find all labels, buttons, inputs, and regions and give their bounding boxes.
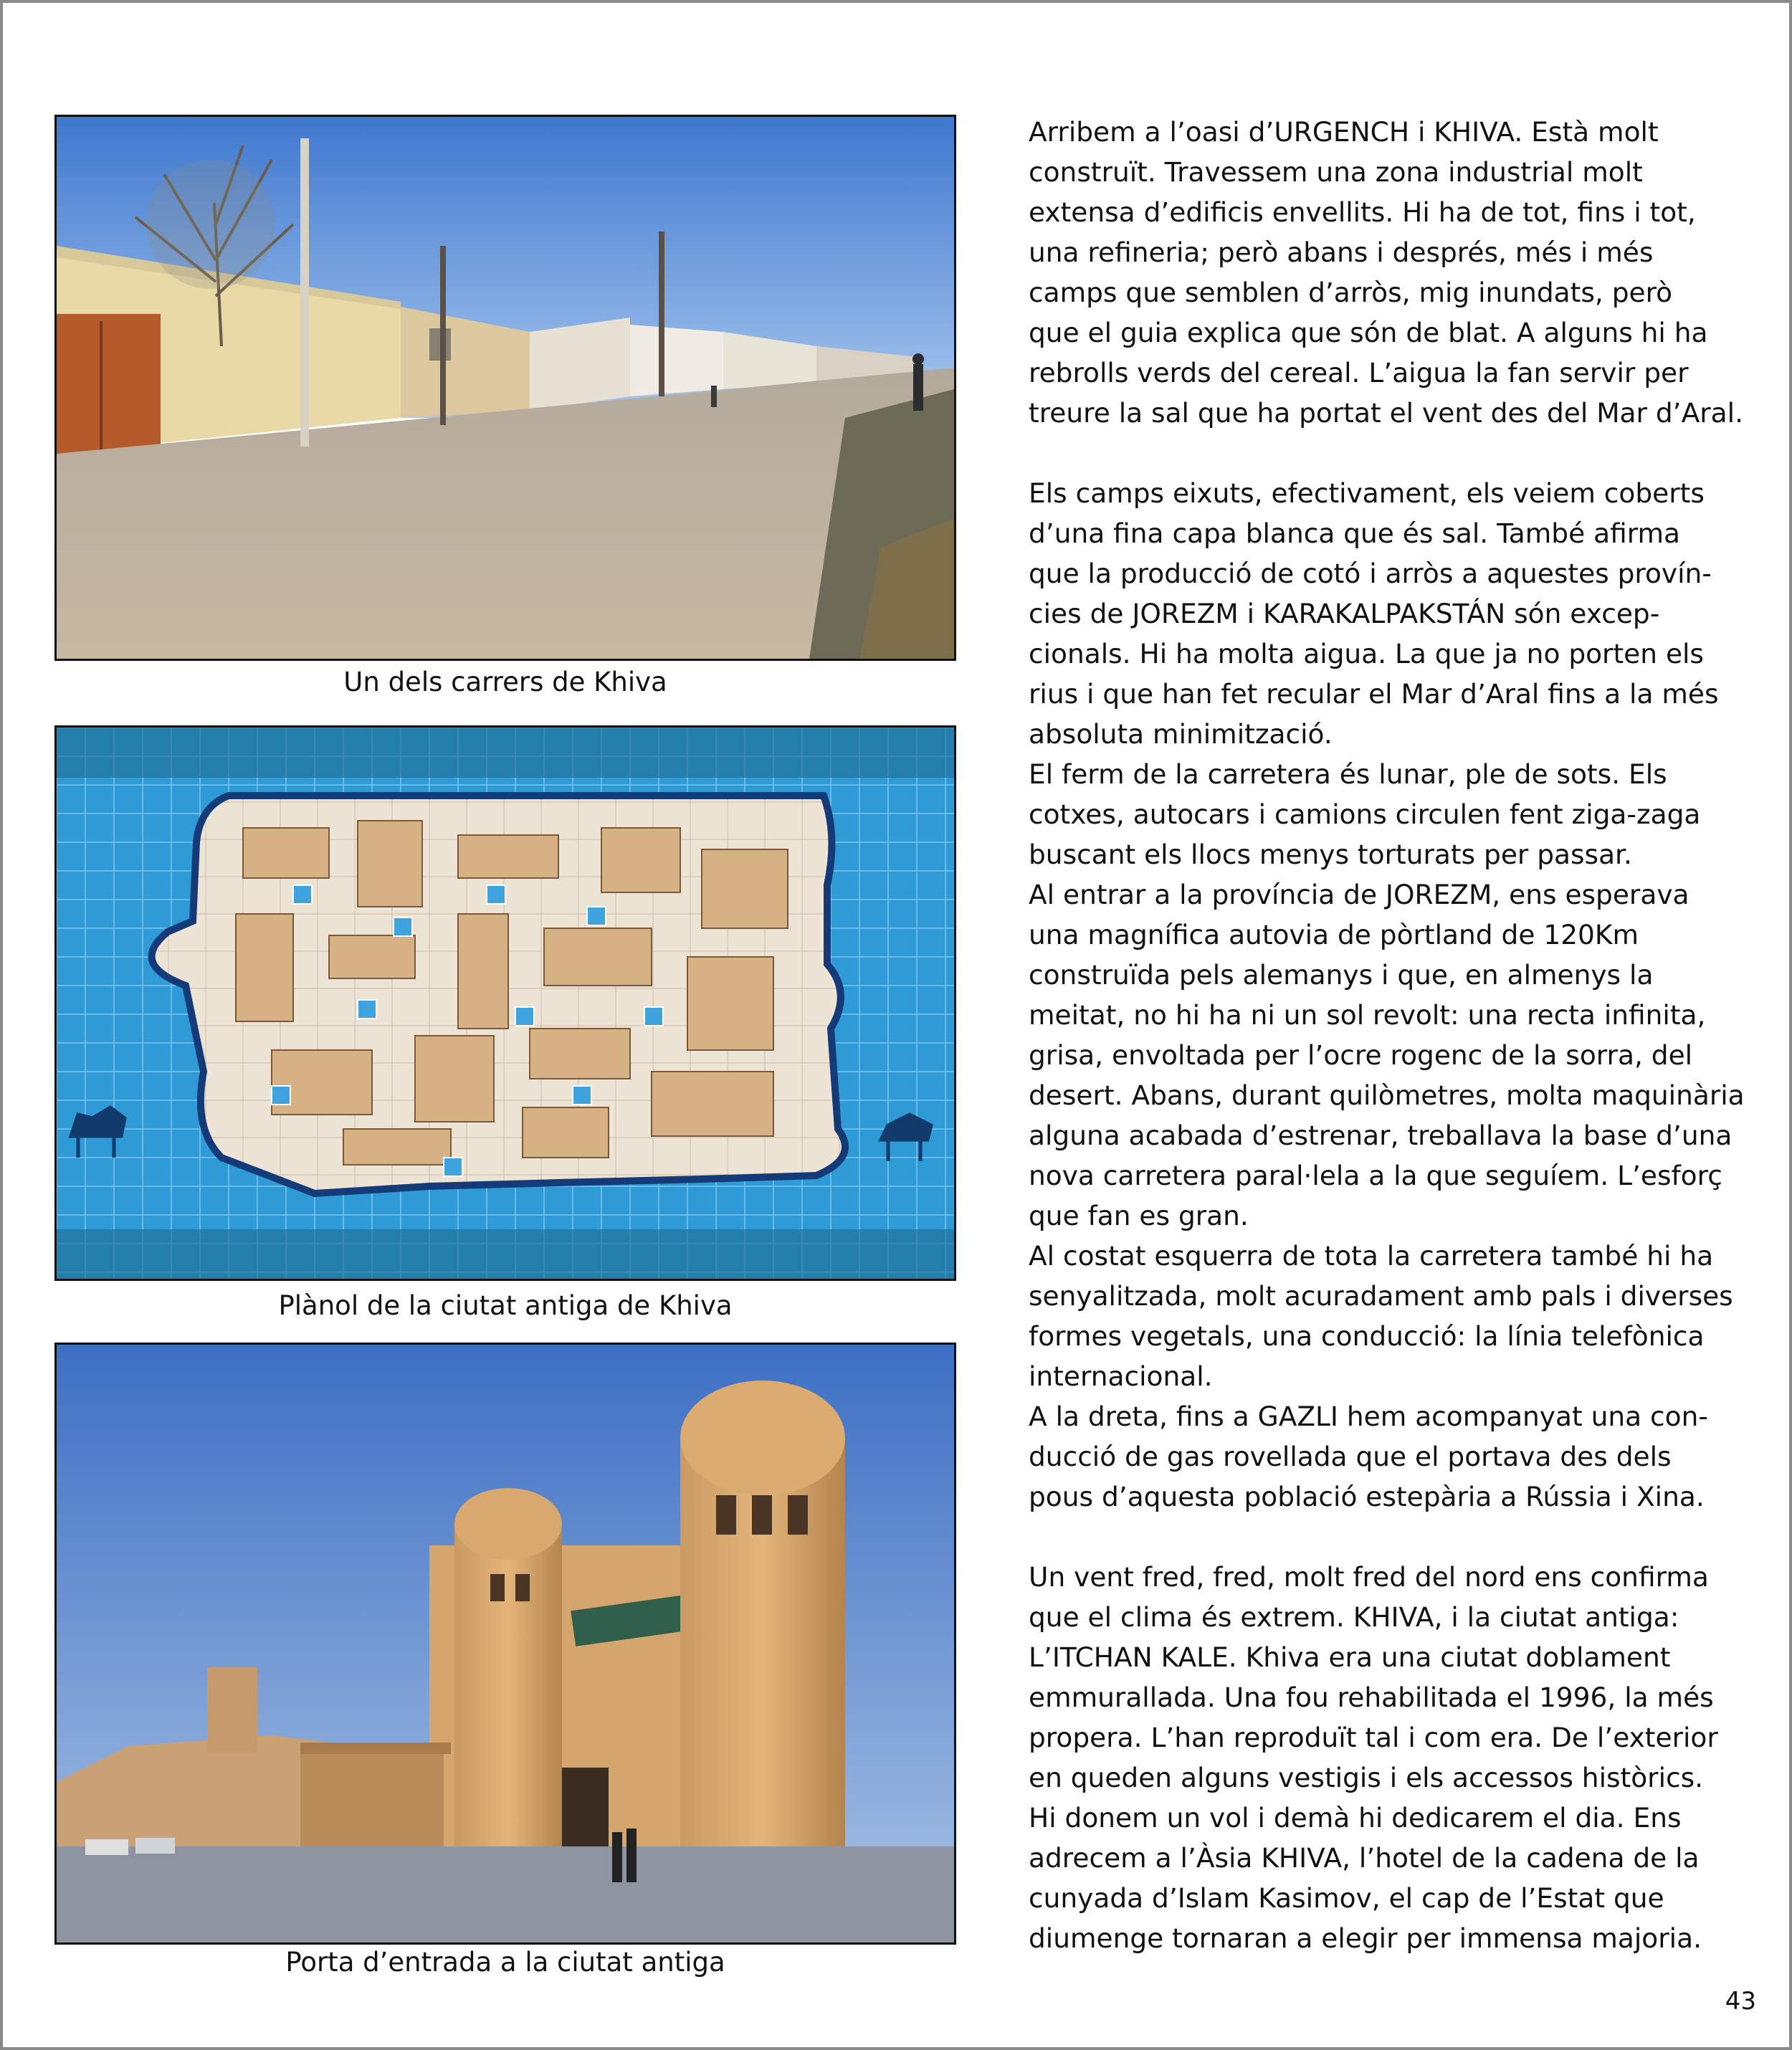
gate-photo-caption: Porta d’entrada a la ciutat antiga <box>285 1947 725 1978</box>
gate-illustration <box>57 1345 954 1942</box>
article-paragraph-6: A la dreta, fins a GAZLI hem acompanyat una con- ducció de gas rovellada que el portava des dels pous d’aquesta població estepària a Rússia i Xina. <box>1029 1401 1708 1512</box>
street-photo <box>54 115 956 661</box>
article-paragraph-5: Al costat esquerra de tota la carretera també hi ha senyalitzada, molt acuradament amb pals i diverses formes vegetals, una conducció: la línia telefònica internacional. <box>1029 1240 1733 1392</box>
street-photo-caption: Un dels carrers de Khiva <box>343 667 667 697</box>
map-photo-caption: Plànol de la ciutat antiga de Khiva <box>278 1290 733 1321</box>
article-paragraph-3: El ferm de la carretera és lunar, ple de sots. Els cotxes, autocars i camions circulen fent ziga-zaga buscant els llocs menys torturats per passar. <box>1029 758 1701 870</box>
article-paragraph-2: Els camps eixuts, efectivament, els veiem coberts d’una fina capa blanca que és sal. També afirma que la producció de cotó i arròs a aquestes provín- cies de JOREZM i KARAKALPAKSTÁN són excep- cionals. Hi ha molta aigua. La que ja no porten els rius i que han fet recular el Mar d’Aral fins a la més absoluta minimització. <box>1029 477 1719 750</box>
article-paragraph-1: Arribem a l’oasi d’URGENCH i KHIVA. Està molt construït. Travessem una zona industrial molt extensa d’edificis envellits. Hi ha de tot, fins i tot, una refineria; però abans i després, més i més camps que semblen d’arròs, mig inundats, però que el guia explica que són de blat. A alguns hi ha rebrolls verds del cereal. L’aigua la fan servir per treure la sal que ha portat el vent des del Mar d’Aral. <box>1029 116 1743 429</box>
map-illustration <box>57 728 954 1279</box>
gate-photo <box>54 1343 956 1945</box>
article-paragraph-7: Un vent fred, fred, molt fred del nord ens confirma que el clima és extrem. KHIVA, i la ciutat antiga: L’ITCHAN KALE. Khiva era una ciutat doblament emmurallada. Una fou rehabilitada el 1996, la més propera. L’han reproduït tal i com era. De l’exterior en queden alguns vestigis i els accessos històrics. Hi donem un vol i demà hi dedicarem el dia. Ens adrecem a l’Àsia KHIVA, l’hotel de la cadena de la cunyada d’Islam Kasimov, el cap de l’Estat que diumenge tornaran a elegir per immensa majoria. <box>1029 1561 1718 1954</box>
street-illustration <box>57 117 954 659</box>
article-paragraph-4: Al entrar a la província de JOREZM, ens esperava una magnífica autovia de pòrtland de 120Km construïda pels alemanys i que, en almenys la meitat, no hi ha ni un sol revolt: una recta infinita, grisa, envoltada per l’ocre rogenc de la sorra, del desert. Abans, durant quilòmetres, molta maquinària alguna acabada d’estrenar, treballava la base d’una nova carretera paral·lela a la que seguíem. L’esforç que fan es gran. <box>1029 879 1745 1231</box>
article-text <box>1029 112 1745 1958</box>
map-photo <box>54 725 956 1281</box>
page-number: 43 <box>1725 1987 1756 2016</box>
